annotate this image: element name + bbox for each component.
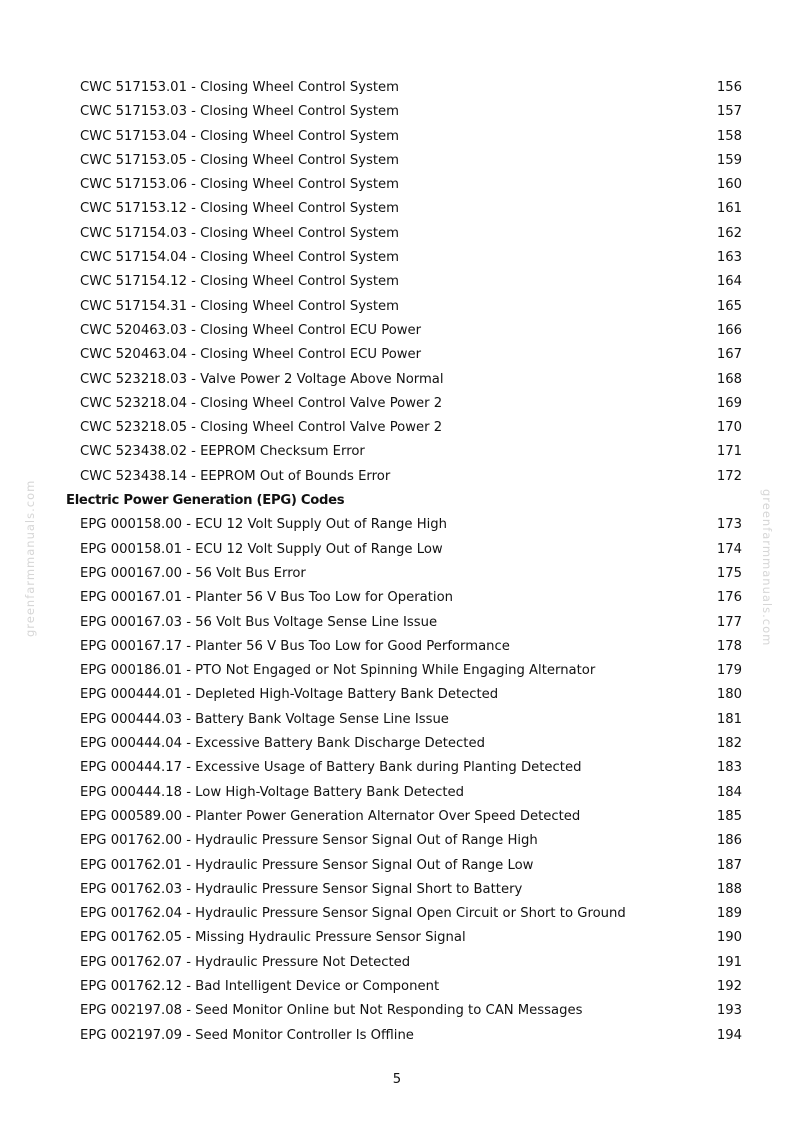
toc-entry[interactable] <box>0 197 794 221</box>
toc-entry[interactable] <box>0 222 794 246</box>
toc-entry-page-number: 188 <box>716 881 742 897</box>
toc-entry-page-number: 177 <box>716 614 742 630</box>
toc-entry[interactable] <box>0 416 794 440</box>
toc-entry-title: CWC 523438.02 - EEPROM Checksum Error <box>80 444 365 460</box>
toc-entry-title: EPG 000589.00 - Planter Power Generation Alternator Over Speed Detected <box>80 808 581 824</box>
toc-entry-page-number: 170 <box>716 420 742 436</box>
toc-entry[interactable] <box>0 538 794 562</box>
toc-entry[interactable] <box>0 975 794 999</box>
toc-entry-title: EPG 000158.00 - ECU 12 Volt Supply Out of Range High <box>80 517 448 533</box>
toc-entry[interactable] <box>0 100 794 124</box>
toc-entry-title: CWC 523218.03 - Valve Power 2 Voltage Above Normal <box>80 371 444 387</box>
toc-entry-page-number: 162 <box>716 225 742 241</box>
watermark-left: greenfarmmanuals.com <box>23 479 37 637</box>
table-of-contents <box>0 76 794 1048</box>
toc-entry[interactable] <box>0 635 794 659</box>
toc-entry-title: CWC 517154.31 - Closing Wheel Control System <box>80 298 400 314</box>
toc-entry-title: EPG 000186.01 - PTO Not Engaged or Not Spinning While Engaging Alternator <box>80 663 596 679</box>
toc-entry-title: CWC 517153.01 - Closing Wheel Control System <box>80 80 400 95</box>
toc-entry-title: CWC 520463.04 - Closing Wheel Control ECU Power <box>80 347 422 363</box>
toc-entry-page-number: 159 <box>716 152 742 168</box>
toc-entry-page-number: 161 <box>716 201 742 217</box>
toc-entry-title: EPG 000444.18 - Low High-Voltage Battery Bank Detected <box>80 784 465 800</box>
toc-entry[interactable] <box>0 999 794 1023</box>
toc-entry-title: CWC 517153.04 - Closing Wheel Control System <box>80 128 400 144</box>
toc-section-heading <box>0 489 794 513</box>
toc-entry-title: EPG 000444.17 - Excessive Usage of Battery Bank during Planting Detected <box>80 760 582 776</box>
toc-entry-page-number: 178 <box>716 638 742 654</box>
toc-entry-title: CWC 517154.03 - Closing Wheel Control System <box>80 225 400 241</box>
toc-entry[interactable] <box>0 611 794 635</box>
toc-entry[interactable] <box>0 951 794 975</box>
toc-entry[interactable] <box>0 149 794 173</box>
toc-entry-title: EPG 001762.05 - Missing Hydraulic Pressure Sensor Signal <box>80 930 466 946</box>
toc-entry-title: EPG 002197.08 - Seed Monitor Online but Not Responding to CAN Messages <box>80 1003 583 1019</box>
toc-entry[interactable] <box>0 586 794 610</box>
toc-entry[interactable] <box>0 902 794 926</box>
toc-entry[interactable] <box>0 683 794 707</box>
toc-entry-title: EPG 000167.00 - 56 Volt Bus Error <box>80 565 306 581</box>
toc-entry[interactable] <box>0 173 794 197</box>
toc-entry-page-number: 172 <box>716 468 742 484</box>
toc-entry-title: CWC 523218.04 - Closing Wheel Control Valve Power 2 <box>80 395 443 411</box>
toc-entry-page-number: 163 <box>716 250 742 266</box>
toc-entry-page-number: 158 <box>716 128 742 144</box>
toc-entry[interactable] <box>0 781 794 805</box>
toc-entry-page-number: 181 <box>716 711 742 727</box>
toc-entry[interactable] <box>0 368 794 392</box>
toc-entry[interactable] <box>0 295 794 319</box>
toc-entry-page-number: 180 <box>716 687 742 703</box>
toc-entry[interactable] <box>0 76 794 100</box>
toc-entry-page-number: 169 <box>716 395 742 411</box>
toc-entry[interactable] <box>0 440 794 464</box>
toc-entry-page-number: 194 <box>716 1027 742 1043</box>
toc-entry[interactable] <box>0 1024 794 1048</box>
toc-entry-title: EPG 001762.12 - Bad Intelligent Device or Component <box>80 978 440 994</box>
toc-entry[interactable] <box>0 465 794 489</box>
toc-entry[interactable] <box>0 829 794 853</box>
toc-entry-page-number: 174 <box>716 541 742 557</box>
toc-entry-page-number: 160 <box>716 177 742 193</box>
toc-entry[interactable] <box>0 854 794 878</box>
toc-entry-title: CWC 517153.03 - Closing Wheel Control System <box>80 104 400 120</box>
toc-entry[interactable] <box>0 392 794 416</box>
toc-entry-title: EPG 001762.00 - Hydraulic Pressure Sensor Signal Out of Range High <box>80 833 538 849</box>
toc-entry[interactable] <box>0 270 794 294</box>
toc-entry-page-number: 166 <box>716 322 742 338</box>
toc-entry-title: EPG 000167.01 - Planter 56 V Bus Too Low for Operation <box>80 590 454 606</box>
toc-entry-title: CWC 517153.06 - Closing Wheel Control System <box>80 177 400 193</box>
toc-entry-title: EPG 000167.17 - Planter 56 V Bus Too Low for Good Performance <box>80 638 510 654</box>
toc-entry-page-number: 157 <box>716 104 742 120</box>
toc-entry-page-number: 186 <box>716 833 742 849</box>
toc-entry-page-number: 184 <box>716 784 742 800</box>
toc-entry-title: CWC 517153.12 - Closing Wheel Control System <box>80 201 400 217</box>
watermark-right: greenfarmmanuals.com <box>760 489 774 647</box>
toc-entry-page-number: 175 <box>716 565 742 581</box>
page-number: 5 <box>392 1072 402 1087</box>
toc-entry-title: CWC 523438.14 - EEPROM Out of Bounds Error <box>80 468 391 484</box>
toc-entry-page-number: 164 <box>716 274 742 290</box>
toc-entry-title: EPG 002197.09 - Seed Monitor Controller Is Offline <box>80 1027 414 1043</box>
toc-entry[interactable] <box>0 659 794 683</box>
toc-entry-page-number: 171 <box>716 444 742 460</box>
toc-entry-page-number: 183 <box>716 760 742 776</box>
toc-entry-title: EPG 000444.04 - Excessive Battery Bank Discharge Detected <box>80 736 485 752</box>
toc-entry[interactable] <box>0 926 794 950</box>
toc-entry-page-number: 182 <box>716 736 742 752</box>
toc-entry[interactable] <box>0 805 794 829</box>
toc-entry-title: EPG 000444.03 - Battery Bank Voltage Sense Line Issue <box>80 711 449 727</box>
toc-entry-title: CWC 523218.05 - Closing Wheel Control Valve Power 2 <box>80 420 443 436</box>
toc-entry-page-number: 173 <box>716 517 742 533</box>
toc-entry-title: EPG 000158.01 - ECU 12 Volt Supply Out of Range Low <box>80 541 443 557</box>
toc-entry-page-number: 187 <box>716 857 742 873</box>
toc-entry-title: CWC 520463.03 - Closing Wheel Control ECU Power <box>80 322 422 338</box>
toc-entry-page-number: 156 <box>716 80 742 95</box>
toc-entry-page-number: 189 <box>716 906 742 922</box>
toc-entry-page-number: 168 <box>716 371 742 387</box>
toc-entry-page-number: 193 <box>716 1003 742 1019</box>
toc-entry-page-number: 192 <box>716 978 742 994</box>
toc-entry-page-number: 167 <box>716 347 742 363</box>
toc-entry-page-number: 165 <box>716 298 742 314</box>
toc-entry-title: EPG 001762.03 - Hydraulic Pressure Sensor Signal Short to Battery <box>80 881 523 897</box>
toc-entry[interactable] <box>0 513 794 537</box>
toc-entry-title: CWC 517153.05 - Closing Wheel Control System <box>80 152 400 168</box>
toc-entry[interactable] <box>0 246 794 270</box>
toc-entry-page-number: 176 <box>716 590 742 606</box>
toc-entry[interactable] <box>0 732 794 756</box>
toc-entry[interactable] <box>0 756 794 780</box>
toc-entry-title: CWC 517154.12 - Closing Wheel Control System <box>80 274 400 290</box>
toc-entry[interactable] <box>0 319 794 343</box>
toc-entry-title: CWC 517154.04 - Closing Wheel Control System <box>80 250 400 266</box>
toc-entry-page-number: 191 <box>716 954 742 970</box>
toc-entry-title: EPG 000444.01 - Depleted High-Voltage Battery Bank Detected <box>80 687 499 703</box>
toc-entry-page-number: 190 <box>716 930 742 946</box>
toc-entry-title: EPG 001762.01 - Hydraulic Pressure Sensor Signal Out of Range Low <box>80 857 534 873</box>
toc-entry[interactable] <box>0 708 794 732</box>
toc-entry-page-number: 179 <box>716 663 742 679</box>
toc-entry[interactable] <box>0 125 794 149</box>
toc-entry[interactable] <box>0 343 794 367</box>
toc-entry-title: EPG 001762.07 - Hydraulic Pressure Not Detected <box>80 954 411 970</box>
toc-entry-page-number: 185 <box>716 808 742 824</box>
toc-entry[interactable] <box>0 562 794 586</box>
toc-entry-title: EPG 001762.04 - Hydraulic Pressure Sensor Signal Open Circuit or Short to Ground <box>80 906 626 922</box>
section-heading-title: Electric Power Generation (EPG) Codes <box>66 493 345 509</box>
toc-entry-title: EPG 000167.03 - 56 Volt Bus Voltage Sense Line Issue <box>80 614 438 630</box>
toc-entry[interactable] <box>0 878 794 902</box>
